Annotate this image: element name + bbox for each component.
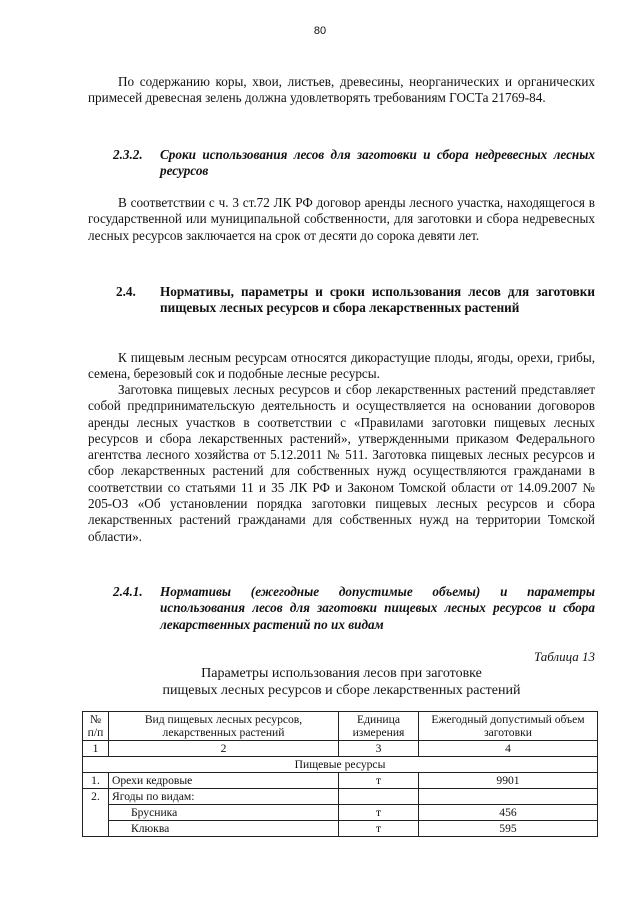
table-label: Таблица 13	[533, 649, 595, 664]
section-2-4-1-heading	[88, 584, 595, 633]
section-title: Сроки использования лесов для заготовки и сбора недревесных лесных ресурсов	[160, 147, 595, 179]
row-volume: 9901	[419, 773, 598, 789]
table-group-row	[83, 757, 598, 773]
header-unit: Единица измерения	[339, 712, 419, 741]
row-name: Клюква	[109, 821, 339, 837]
row-number: 1.	[83, 773, 109, 789]
header-number: № п/п	[83, 712, 109, 741]
table-row	[83, 821, 598, 837]
row-volume: 595	[419, 821, 598, 837]
row-name: Орехи кедровые	[109, 773, 339, 789]
column-number: 1	[83, 741, 109, 757]
table-row	[83, 805, 598, 821]
section-2-4-paragraph-2: Заготовка пищевых лесных ресурсов и сбор лекарственных растений представляет собой предпринимательскую деятельность и осуществляется на основании договоров аренды лесных участков в соответствии с «Правилами заготовки пищевых лесных ресурсов и сбора лекарственных растений», утвержденными приказом Федерального агентства лесного хозяйства от 5.12.2011 № 511. Заготовка пищевых лесных ресурсов и сбор лекарственных растений для собственных нужд осуществляются гражданами в соответствии со статьями 11 и 35 ЛК РФ и Законом Томской области от 14.09.2007 № 205-ОЗ «Об установлении порядка заготовки пищевых лесных ресурсов и сбора лекарственных растений гражданами для собственных нужд на территории Томской области».	[88, 382, 595, 544]
table-header-row	[83, 712, 598, 741]
row-unit: т	[339, 773, 419, 789]
section-title: Нормативы (ежегодные допустимые объемы) и параметры использования лесов для заготовки пищевых лесных ресурсов и сбора лекарственных растений по их видам	[160, 584, 595, 632]
column-number: 3	[339, 741, 419, 757]
row-unit: т	[339, 821, 419, 837]
column-number: 4	[419, 741, 598, 757]
table-title-line: Параметры использования лесов при заготовке	[201, 666, 482, 681]
page-number: 80	[313, 25, 327, 37]
table-title	[88, 665, 595, 699]
row-name: Брусника	[109, 805, 339, 821]
row-number: 2.	[83, 789, 109, 837]
section-title: Нормативы, параметры и сроки использования лесов для заготовки пищевых лесных ресурсов и сбора лекарственных растений	[160, 284, 595, 316]
section-number: 2.4.	[116, 284, 136, 299]
row-volume	[419, 789, 598, 805]
intro-paragraph: По содержанию коры, хвои, листьев, древесины, неорганических и органических примесей древесная зелень должна удовлетворять требованиям ГОСТа 21769-84.	[88, 74, 595, 106]
table-title-line: пищевых лесных ресурсов и сборе лекарственных растений	[162, 683, 521, 698]
section-2-3-2-paragraph: В соответствии с ч. 3 ст.72 ЛК РФ договор аренды лесного участка, находящегося в государственной или муниципальной собственности, для заготовки и сбора недревесных лесных ресурсов заключается на срок от десяти до сорока девяти лет.	[88, 195, 595, 243]
column-number: 2	[109, 741, 339, 757]
table-numbering-row	[83, 741, 598, 757]
header-resource-type: Вид пищевых лесных ресурсов, лекарственных растений	[109, 712, 339, 741]
section-number: 2.4.1.	[113, 584, 143, 599]
header-annual-volume: Ежегодный допустимый объем заготовки	[419, 712, 598, 741]
parameters-table	[82, 711, 598, 837]
row-name: Ягоды по видам:	[109, 789, 339, 805]
row-volume: 456	[419, 805, 598, 821]
table-row	[83, 789, 598, 805]
section-2-4-heading	[88, 284, 595, 317]
group-label: Пищевые ресурсы	[83, 757, 598, 773]
row-unit	[339, 789, 419, 805]
row-unit: т	[339, 805, 419, 821]
section-number: 2.3.2.	[113, 147, 143, 162]
section-2-4-paragraph-1: К пищевым лесным ресурсам относятся дикорастущие плоды, ягоды, орехи, грибы, семена, березовый сок и подобные лесные ресурсы.	[88, 350, 595, 382]
section-2-3-2-heading	[88, 147, 595, 180]
table-row	[83, 773, 598, 789]
